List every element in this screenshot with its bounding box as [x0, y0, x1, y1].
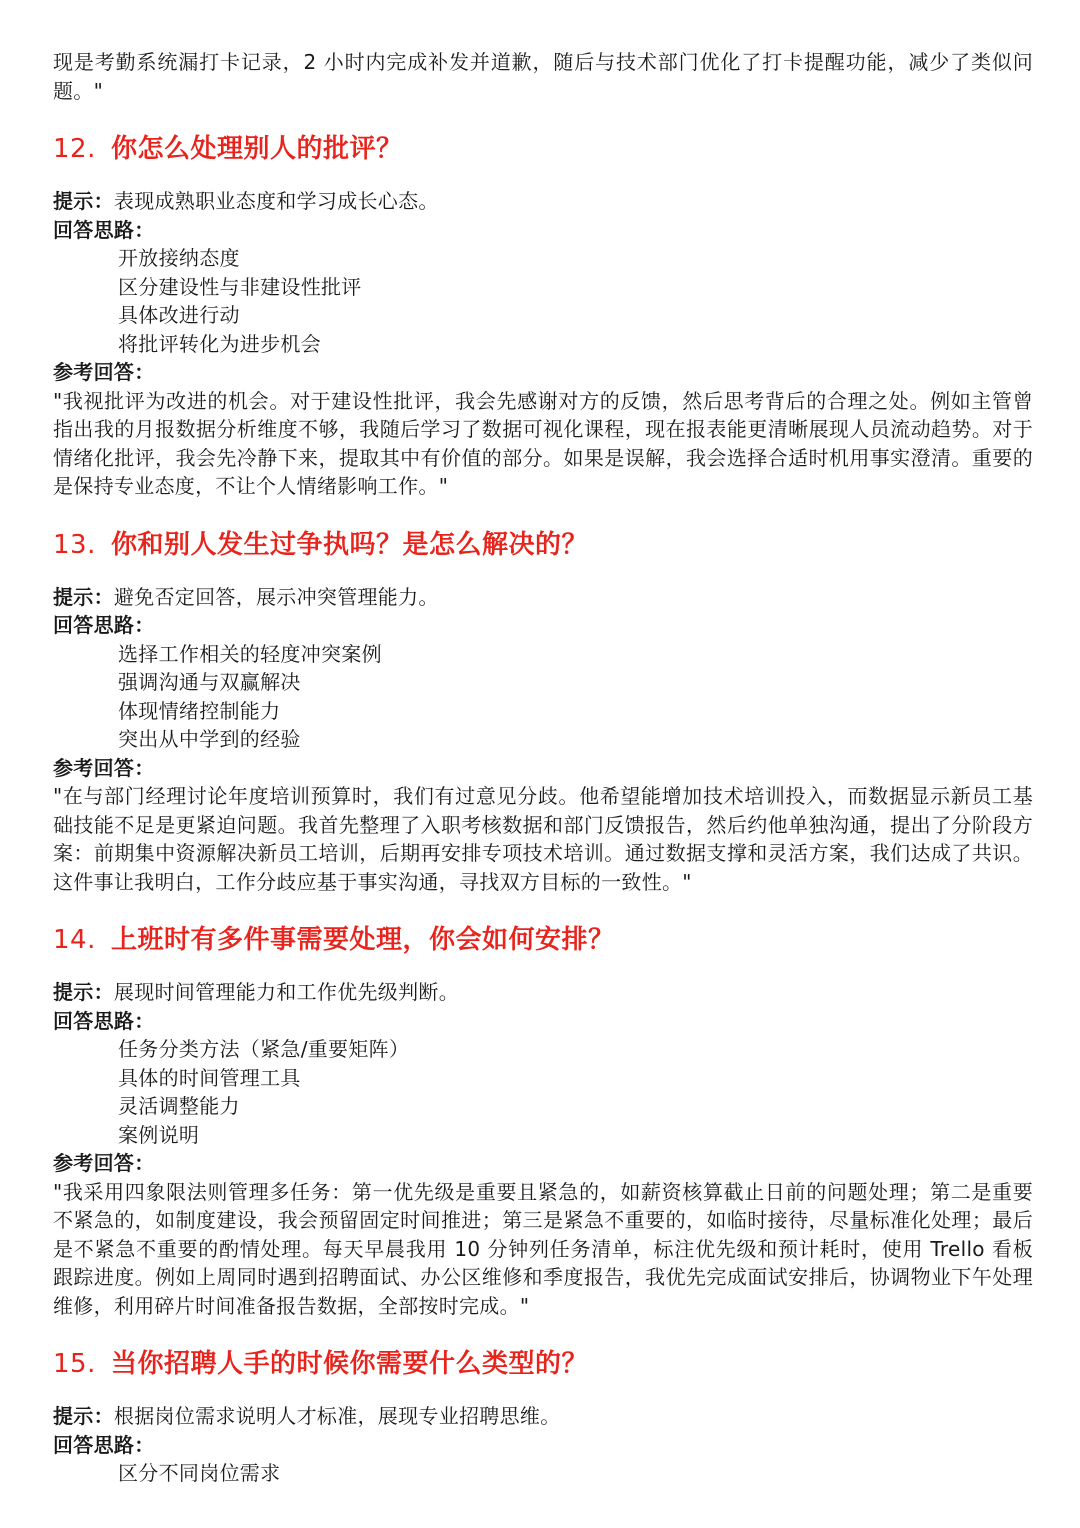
approach-label: 回答思路： — [53, 1008, 155, 1033]
approach-label: 回答思路： — [53, 613, 155, 637]
approach-point: 灵活调整能力 — [118, 1094, 240, 1118]
approach-point: 强调沟通与双赢解决 — [118, 670, 301, 694]
approach-point: 案例说明 — [118, 1122, 200, 1147]
question-number: 15. — [53, 1349, 96, 1379]
approach-label: 回答思路： — [53, 217, 155, 242]
reference-answer: "我视批评为改进的机会。对于建设性批评，我会先感谢对方的反馈，然后思考背后的合理之处。例如主管曾指出我的月报数据分析维度不够，我随后学习了数据可视化课程，现在报表能更清晰展现人员流动趋势。对于情绪化批评，我会先冷静下来，提取其中有价值的部分。如果是误解，我会选择合适时机用事实澄清。重要的是保持专业态度，不让个人情绪影响工作。" — [53, 388, 1033, 498]
hint-label: 提示： — [53, 980, 114, 1004]
question-title: 上班时有多件事需要处理，你会如何安排？ — [111, 925, 615, 955]
question-number: 12. — [53, 134, 96, 164]
question-heading — [53, 132, 1033, 166]
hint-line — [53, 978, 1033, 1007]
approach-point: 选择工作相关的轻度冲突案例 — [118, 641, 382, 666]
question-15 — [53, 1347, 1033, 1488]
hint-text: 表现成熟职业态度和学习成长心态。 — [113, 189, 439, 213]
question-14 — [53, 923, 1033, 1320]
question-heading — [53, 528, 1033, 562]
hint-text: 展现时间管理能力和工作优先级判断。 — [113, 980, 460, 1004]
hint-label: 提示： — [53, 189, 114, 213]
approach-point: 突出从中学到的经验 — [118, 727, 301, 751]
question-heading — [53, 1347, 1033, 1381]
question-title: 当你招聘人手的时候你需要什么类型的？ — [111, 1349, 589, 1379]
hint-label: 提示： — [53, 1404, 114, 1428]
reference-answer: "在与部门经理讨论年度培训预算时，我们有过意见分歧。他希望能增加技术培训投入，而数据显示新员工基础技能不足是更紧迫问题。我首先整理了入职考核数据和部门反馈报告，然后约他单独沟通，提出了分阶段方案：前期集中资源解决新员工培训，后期再安排专项技术培训。通过数据支撑和灵活方案，我们达成了共识。这件事让我明白，工作分歧应基于事实沟通，寻找双方目标的一致性。" — [53, 784, 1033, 894]
approach-point: 将批评转化为进步机会 — [118, 331, 321, 356]
approach-point: 区分不同岗位需求 — [118, 1461, 281, 1485]
hint-text: 根据岗位需求说明人才标准，展现专业招聘思维。 — [113, 1404, 561, 1428]
approach-point: 具体改进行动 — [118, 303, 240, 327]
approach-point: 开放接纳态度 — [118, 246, 240, 270]
question-12 — [53, 132, 1033, 501]
approach-point: 区分建设性与非建设性批评 — [118, 274, 362, 299]
approach-point: 具体的时间管理工具 — [118, 1065, 301, 1090]
hint-text: 避免否定回答，展示冲突管理能力。 — [113, 584, 439, 609]
approach-point: 体现情绪控制能力 — [118, 698, 281, 723]
question-heading — [53, 923, 1033, 957]
question-title: 你怎么处理别人的批评？ — [111, 134, 403, 164]
reference-label: 参考回答： — [53, 360, 155, 384]
question-number: 13. — [53, 529, 96, 560]
hint-label: 提示： — [53, 584, 114, 609]
approach-point: 任务分类方法（紧急/重要矩阵） — [118, 1037, 410, 1061]
reference-label: 参考回答： — [53, 755, 155, 780]
hint-line — [53, 187, 1033, 216]
question-13 — [53, 528, 1033, 897]
approach-label: 回答思路： — [53, 1432, 155, 1457]
question-number: 14. — [53, 925, 96, 955]
hint-line — [53, 583, 1033, 612]
reference-label: 参考回答： — [53, 1151, 155, 1175]
reference-answer: "我采用四象限法则管理多任务：第一优先级是重要且紧急的，如薪资核算截止日前的问题处理；第二是重要不紧急的，如制度建设，我会预留固定时间推进；第三是紧急不重要的，如临时接待，尽量标准化处理；最后是不紧急不重要的酌情处理。每天早晨我用 10 分钟列任务清单，标注优先级和预计耗时，使用 Trello 看板跟踪进度。例如上周同时遇到招聘面试、办公区维修和季度报告，我优先完成面试安排后，协调物业下午处理维修，利用碎片时间准备报告数据，全部按时完成。" — [53, 1179, 1033, 1318]
intro-paragraph: 现是考勤系统漏打卡记录，2 小时内完成补发并道歉，随后与技术部门优化了打卡提醒功能，减少了类似问题。" — [53, 50, 1033, 103]
question-title: 你和别人发生过争执吗？是怎么解决的？ — [111, 529, 589, 560]
document-page — [53, 48, 1033, 1515]
hint-line — [53, 1402, 1033, 1431]
